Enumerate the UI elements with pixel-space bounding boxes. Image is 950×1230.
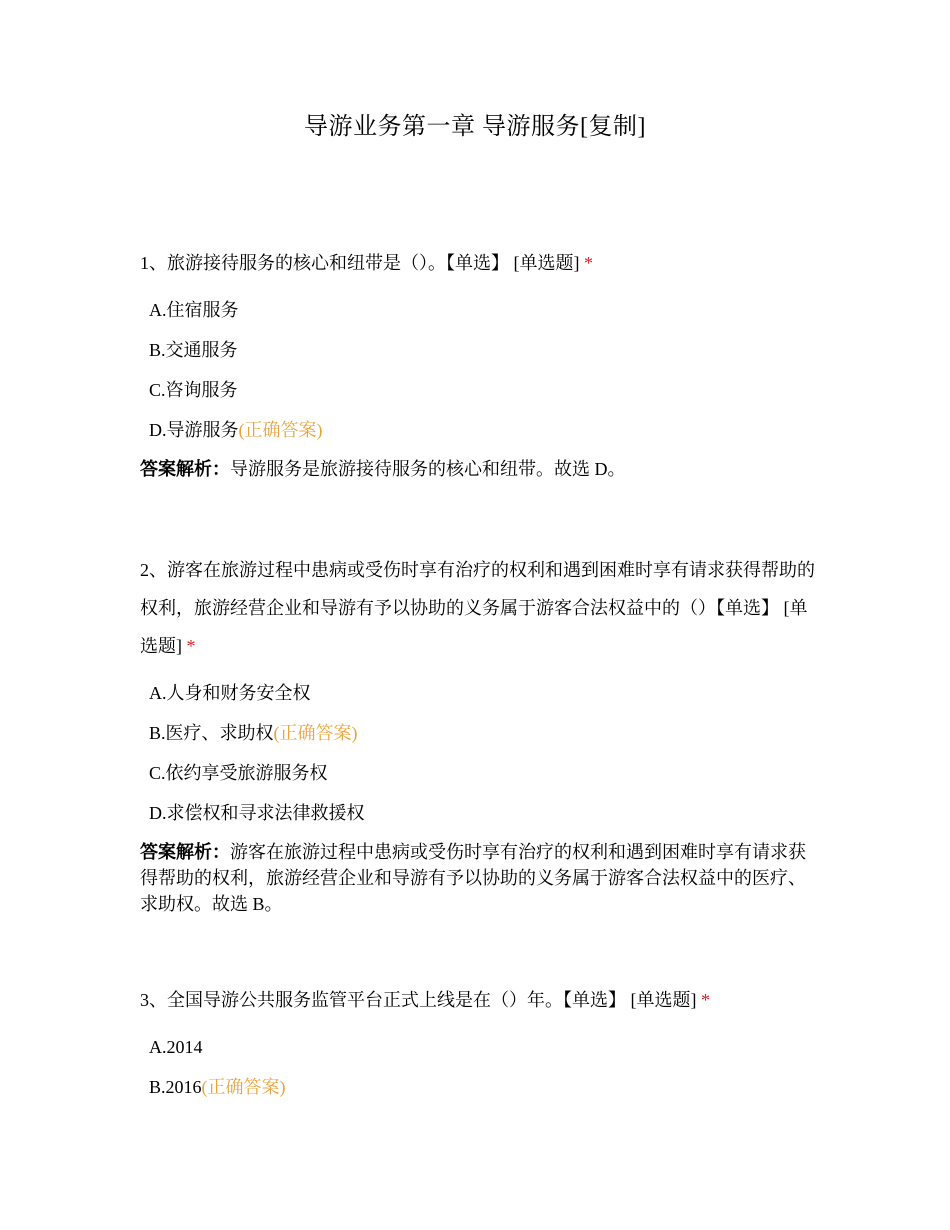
option-item[interactable] <box>149 330 820 370</box>
correct-answer-tag: (正确答案) <box>273 723 358 743</box>
option-item[interactable] <box>149 410 820 450</box>
option-item[interactable] <box>149 290 820 330</box>
option-item[interactable] <box>149 1067 820 1107</box>
question-stem <box>140 551 820 665</box>
option-list <box>149 673 820 833</box>
option-label: D.导游服务 <box>149 420 239 440</box>
question-stem <box>140 244 820 282</box>
page-title: 导游业务第一章 导游服务[复制] <box>304 114 646 140</box>
question-2 <box>140 551 820 917</box>
question-stem-text: 3、全国导游公共服务监管平台正式上线是在（）年。【单选】 [单选题] <box>140 990 697 1010</box>
question-stem-text: 2、游客在旅游过程中患病或受伤时享有治疗的权利和遇到困难时享有请求获得帮助的权利，旅游经营企业和导游有予以协助的义务属于游客合法权益中的（）【单选】 [单选题] <box>140 560 815 656</box>
option-label: B.2016 <box>149 1077 202 1097</box>
question-1 <box>140 244 820 482</box>
option-list <box>149 290 820 450</box>
option-item[interactable] <box>149 793 820 833</box>
answer-analysis <box>140 839 820 917</box>
question-3 <box>140 981 820 1107</box>
analysis-label: 答案解析： <box>140 842 230 862</box>
analysis-label: 答案解析： <box>140 459 230 479</box>
question-stem-text: 1、旅游接待服务的核心和纽带是（）。【单选】 [单选题] <box>140 253 580 273</box>
required-marker: * <box>186 636 196 656</box>
option-item[interactable] <box>149 713 820 753</box>
question-stem <box>140 981 820 1019</box>
option-item[interactable] <box>149 673 820 713</box>
option-label: B.医疗、求助权 <box>149 723 274 743</box>
option-label: A.住宿服务 <box>149 300 239 320</box>
correct-answer-tag: (正确答案) <box>201 1077 286 1097</box>
required-marker: * <box>701 990 710 1010</box>
option-label: A.人身和财务安全权 <box>149 683 311 703</box>
option-label: A.2014 <box>149 1037 203 1057</box>
required-marker: * <box>584 253 593 273</box>
analysis-text: 导游服务是旅游接待服务的核心和纽带。故选 D。 <box>230 459 626 479</box>
option-label: C.咨询服务 <box>149 380 238 400</box>
option-list <box>149 1027 820 1107</box>
analysis-text: 游客在旅游过程中患病或受伤时享有治疗的权利和遇到困难时享有请求获得帮助的权利，旅游经营企业和导游有予以协助的义务属于游客合法权益中的医疗、求助权。故选 B。 <box>140 842 806 914</box>
option-item[interactable] <box>149 370 820 410</box>
option-label: C.依约享受旅游服务权 <box>149 763 328 783</box>
option-item[interactable] <box>149 1027 820 1067</box>
option-label: D.求偿权和寻求法律救援权 <box>149 803 365 823</box>
correct-answer-tag: (正确答案) <box>238 420 323 440</box>
option-label: B.交通服务 <box>149 340 238 360</box>
answer-analysis <box>140 456 820 482</box>
option-item[interactable] <box>149 753 820 793</box>
